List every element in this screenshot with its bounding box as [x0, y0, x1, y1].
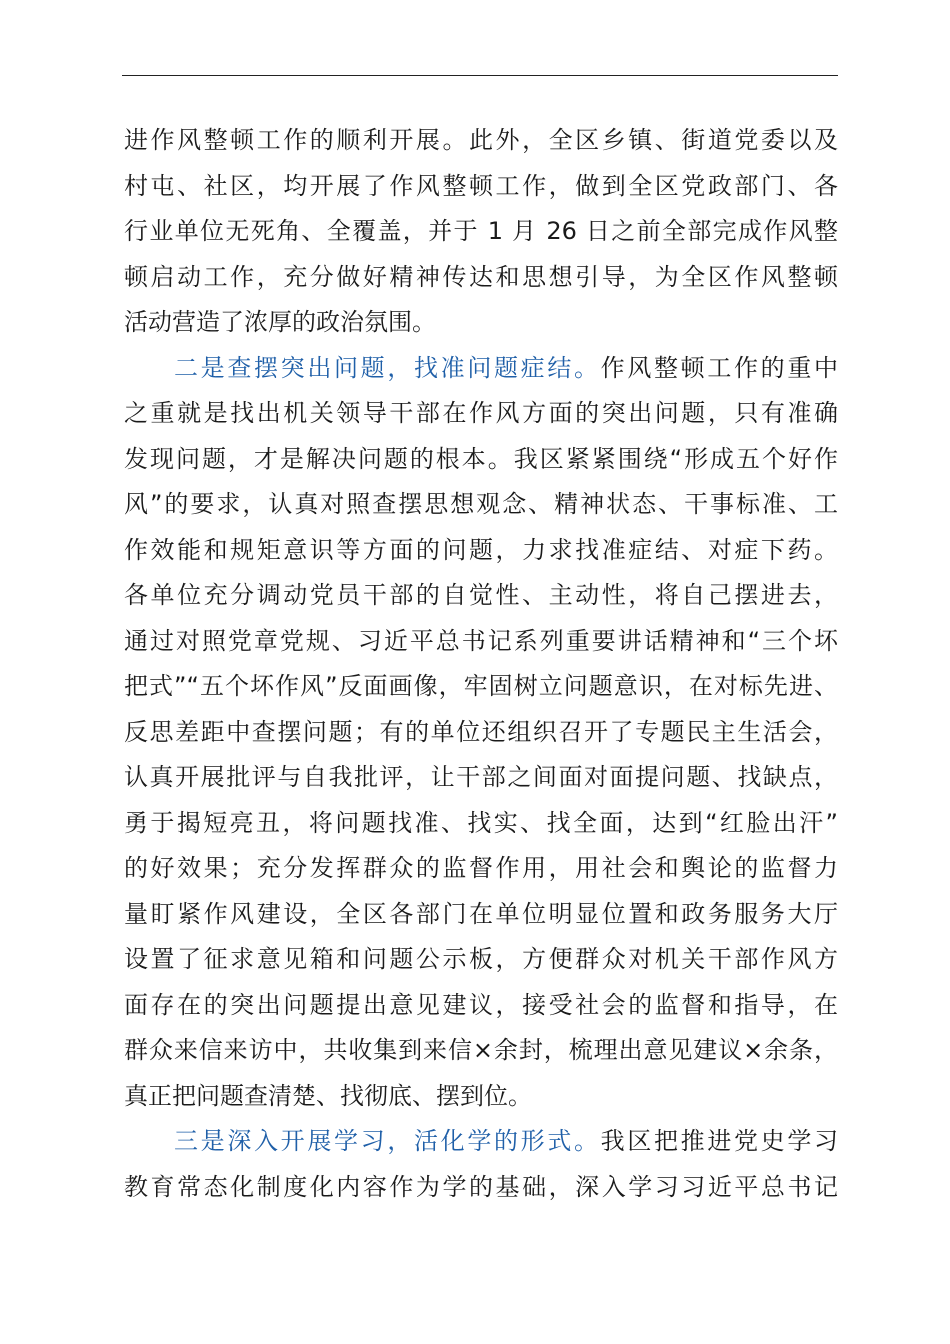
text-line: 群众来信来访中，共收集到来信×余封，梳理出意见建议×余条，	[124, 1036, 838, 1064]
text-line: 认真开展批评与自我批评，让干部之间面对面提问题、找缺点，	[124, 763, 838, 791]
paragraph-2-first-line	[124, 346, 838, 392]
text-line: 之重就是找出机关领导干部在作风方面的突出问题，只有准确	[124, 399, 838, 427]
text-line: 村屯、社区，均开展了作风整顿工作，做到全区党政部门、各	[124, 171, 838, 200]
text-line: 行业单位无死角、全覆盖，并于 1 月 26 日之前全部完成作风整	[124, 217, 838, 245]
paragraph-3-first-line	[124, 1119, 838, 1165]
text-line: 设置了征求意见箱和问题公示板，方便群众对机关干部作风方	[124, 945, 838, 973]
section-heading-3: 三是深入开展学习，活化学的形式。	[174, 1127, 601, 1155]
text-line: 各单位充分调动党员干部的自觉性、主动性，将自己摆进去，	[124, 581, 838, 609]
text-line: 反思差距中查摆问题；有的单位还组织召开了专题民主生活会，	[124, 717, 838, 746]
text-line: 活动营造了浓厚的政治氛围。	[124, 308, 436, 336]
text-line: 顿启动工作，充分做好精神传达和思想引导，为全区作风整顿	[124, 262, 838, 291]
text-line: 真正把问题查清楚、找彻底、摆到位。	[124, 1081, 532, 1110]
text-line: 通过对照党章党规、习近平总书记系列重要讲话精神和“三个坏	[124, 626, 838, 655]
text-line: 进作风整顿工作的顺利开展。此外，全区乡镇、街道党委以及	[124, 126, 838, 154]
text-line: 教育常态化制度化内容作为学的基础，深入学习习近平总书记	[124, 1172, 838, 1201]
text-span: 我区把推进党史学习	[600, 1127, 839, 1155]
text-line: 作效能和规矩意识等方面的问题，力求找准症结、对症下药。	[124, 535, 838, 564]
text-line: 发现问题，才是解决问题的根本。我区紧紧围绕“形成五个好作	[124, 444, 838, 473]
text-span: 作风整顿工作的重中	[600, 353, 839, 382]
body-text	[124, 118, 838, 1210]
section-heading-2: 二是查摆突出问题，找准问题症结。	[174, 353, 601, 382]
text-line: 把式”“五个坏作风”反面画像，牢固树立问题意识，在对标先进、	[124, 672, 838, 700]
text-line: 风”的要求，认真对照查摆思想观念、精神状态、干事标准、工	[124, 490, 838, 518]
text-line: 的好效果；充分发挥群众的监督作用，用社会和舆论的监督力	[124, 854, 838, 882]
text-line: 量盯紧作风建设，全区各部门在单位明显位置和政务服务大厅	[124, 899, 838, 928]
text-line: 勇于揭短亮丑，将问题找准、找实、找全面，达到“红脸出汗”	[124, 808, 838, 837]
text-line: 面存在的突出问题提出意见建议，接受社会的监督和指导，在	[124, 990, 838, 1019]
header-rule	[122, 75, 838, 76]
